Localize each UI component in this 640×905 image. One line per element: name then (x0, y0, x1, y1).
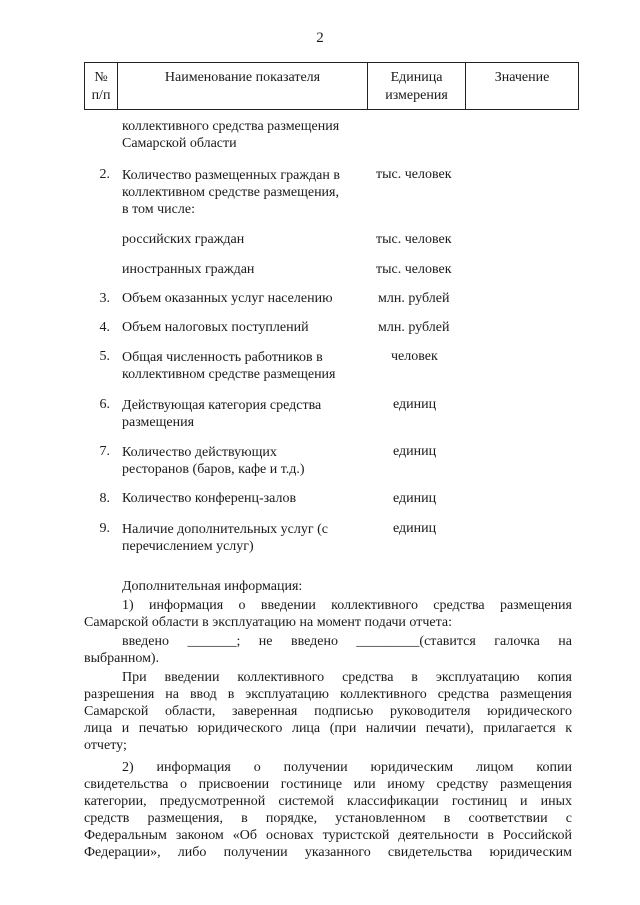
row-name: Количество конференц-залов (122, 491, 297, 506)
paragraph-4-line: категории, предусмотренной системой классификации гостиниц и иных (84, 794, 572, 809)
continuation-line-2: Самарской области (122, 136, 237, 151)
paragraph-2 (84, 633, 572, 667)
row-name (122, 444, 305, 478)
paragraph-4-line: Федеральным законом «Об основах туристской деятельности в Российской (84, 828, 572, 843)
table-header-bottom-border (84, 109, 579, 110)
row-unit: млн. рублей (378, 291, 450, 306)
paragraph-4-line: 2) информация о получении юридическим лицом копии (122, 760, 572, 775)
row-number: 6. (99, 397, 110, 412)
continuation-text (122, 118, 339, 152)
header-num (85, 69, 117, 105)
paragraph-2-line: введено _______; не введено _________(ставится галочка на (122, 634, 572, 649)
row-name: Объем налоговых поступлений (122, 320, 309, 335)
row-name: российских граждан (122, 232, 245, 247)
paragraph-1-line: 1) информация о введении коллективного средства размещения (122, 598, 572, 613)
page-number: 2 (316, 30, 324, 46)
paragraph-4-line: Федерации», либо получении указанного свидетельства юридическим (84, 845, 572, 860)
header-name: Наименование показателя (164, 70, 321, 85)
row-unit: единиц (393, 521, 437, 536)
header-num-line-1: № (94, 70, 108, 85)
row-number: 4. (99, 320, 110, 335)
row-unit: тыс. человек (376, 167, 452, 182)
paragraph-4-line: средств размещения, в порядке, установленном в соответствии с (84, 811, 572, 826)
row-number: 8. (99, 491, 110, 506)
row-name-line: Общая численность работников в (122, 350, 323, 365)
row-number: 5. (99, 349, 110, 364)
paragraph-3-line: лица и печатью юридического лица (при наличии печати), прилагается к (84, 721, 572, 736)
row-name-line: размещения (122, 415, 195, 430)
row-name-line: Наличие дополнительных услуг (с (122, 522, 328, 537)
row-unit: единиц (393, 444, 437, 459)
row-number: 2. (99, 167, 110, 182)
row-name (122, 397, 321, 431)
row-number: 3. (99, 291, 110, 306)
header-unit-line-2: измерения (385, 88, 448, 103)
paragraph-3-line: разрешения на ввод в эксплуатацию коллективного средства размещения (84, 687, 572, 702)
row-name-line: Действующая категория средства (122, 398, 322, 413)
paragraph-3-line: отчету; (84, 738, 127, 753)
row-name-line: Количество размещенных граждан в (122, 168, 340, 183)
row-unit: единиц (393, 491, 437, 506)
row-name-line: в том числе: (122, 202, 195, 217)
row-unit: тыс. человек (376, 232, 452, 247)
row-name (122, 349, 336, 383)
row-name (122, 521, 328, 555)
paragraph-1-line: Самарской области в эксплуатацию на момент подачи отчета: (84, 615, 452, 630)
row-number: 9. (99, 521, 110, 536)
paragraph-3-line: Самарской области, заверенная подписью руководителя юридического (84, 704, 572, 719)
continuation-line-1: коллективного средства размещения (122, 119, 340, 134)
row-number: 7. (99, 444, 110, 459)
paragraph-4 (84, 759, 572, 861)
row-name-line: перечислением услуг) (122, 539, 254, 554)
row-name (122, 167, 340, 218)
row-name-line: Количество действующих (122, 445, 277, 460)
header-num-line-2: п/п (91, 88, 111, 103)
row-unit: млн. рублей (378, 320, 450, 335)
header-unit (368, 69, 465, 105)
table-border-right (578, 62, 579, 110)
paragraph-3-line: При введении коллективного средства в эксплуатацию копия (122, 670, 572, 685)
additional-info-heading: Дополнительная информация: (122, 579, 303, 594)
paragraph-2-line: выбранном). (84, 651, 160, 666)
row-name-line: коллективном средстве размещения, (122, 185, 339, 200)
paragraph-1 (84, 597, 572, 631)
row-name: Объем оказанных услуг населению (122, 291, 333, 306)
paragraph-4-line: свидетельства о присвоении гостинице или иному средству размещения (84, 777, 572, 792)
row-unit: единиц (393, 397, 437, 412)
header-value: Значение (494, 70, 550, 85)
row-unit: тыс. человек (376, 262, 452, 277)
row-name: иностранных граждан (122, 262, 255, 277)
row-unit: человек (391, 349, 438, 364)
row-name-line: ресторанов (баров, кафе и т.д.) (122, 462, 305, 477)
paragraph-3 (84, 669, 572, 754)
header-unit-line-1: Единица (390, 70, 443, 85)
row-name-line: коллективном средстве размещения (122, 367, 336, 382)
table-top-border (84, 62, 579, 63)
